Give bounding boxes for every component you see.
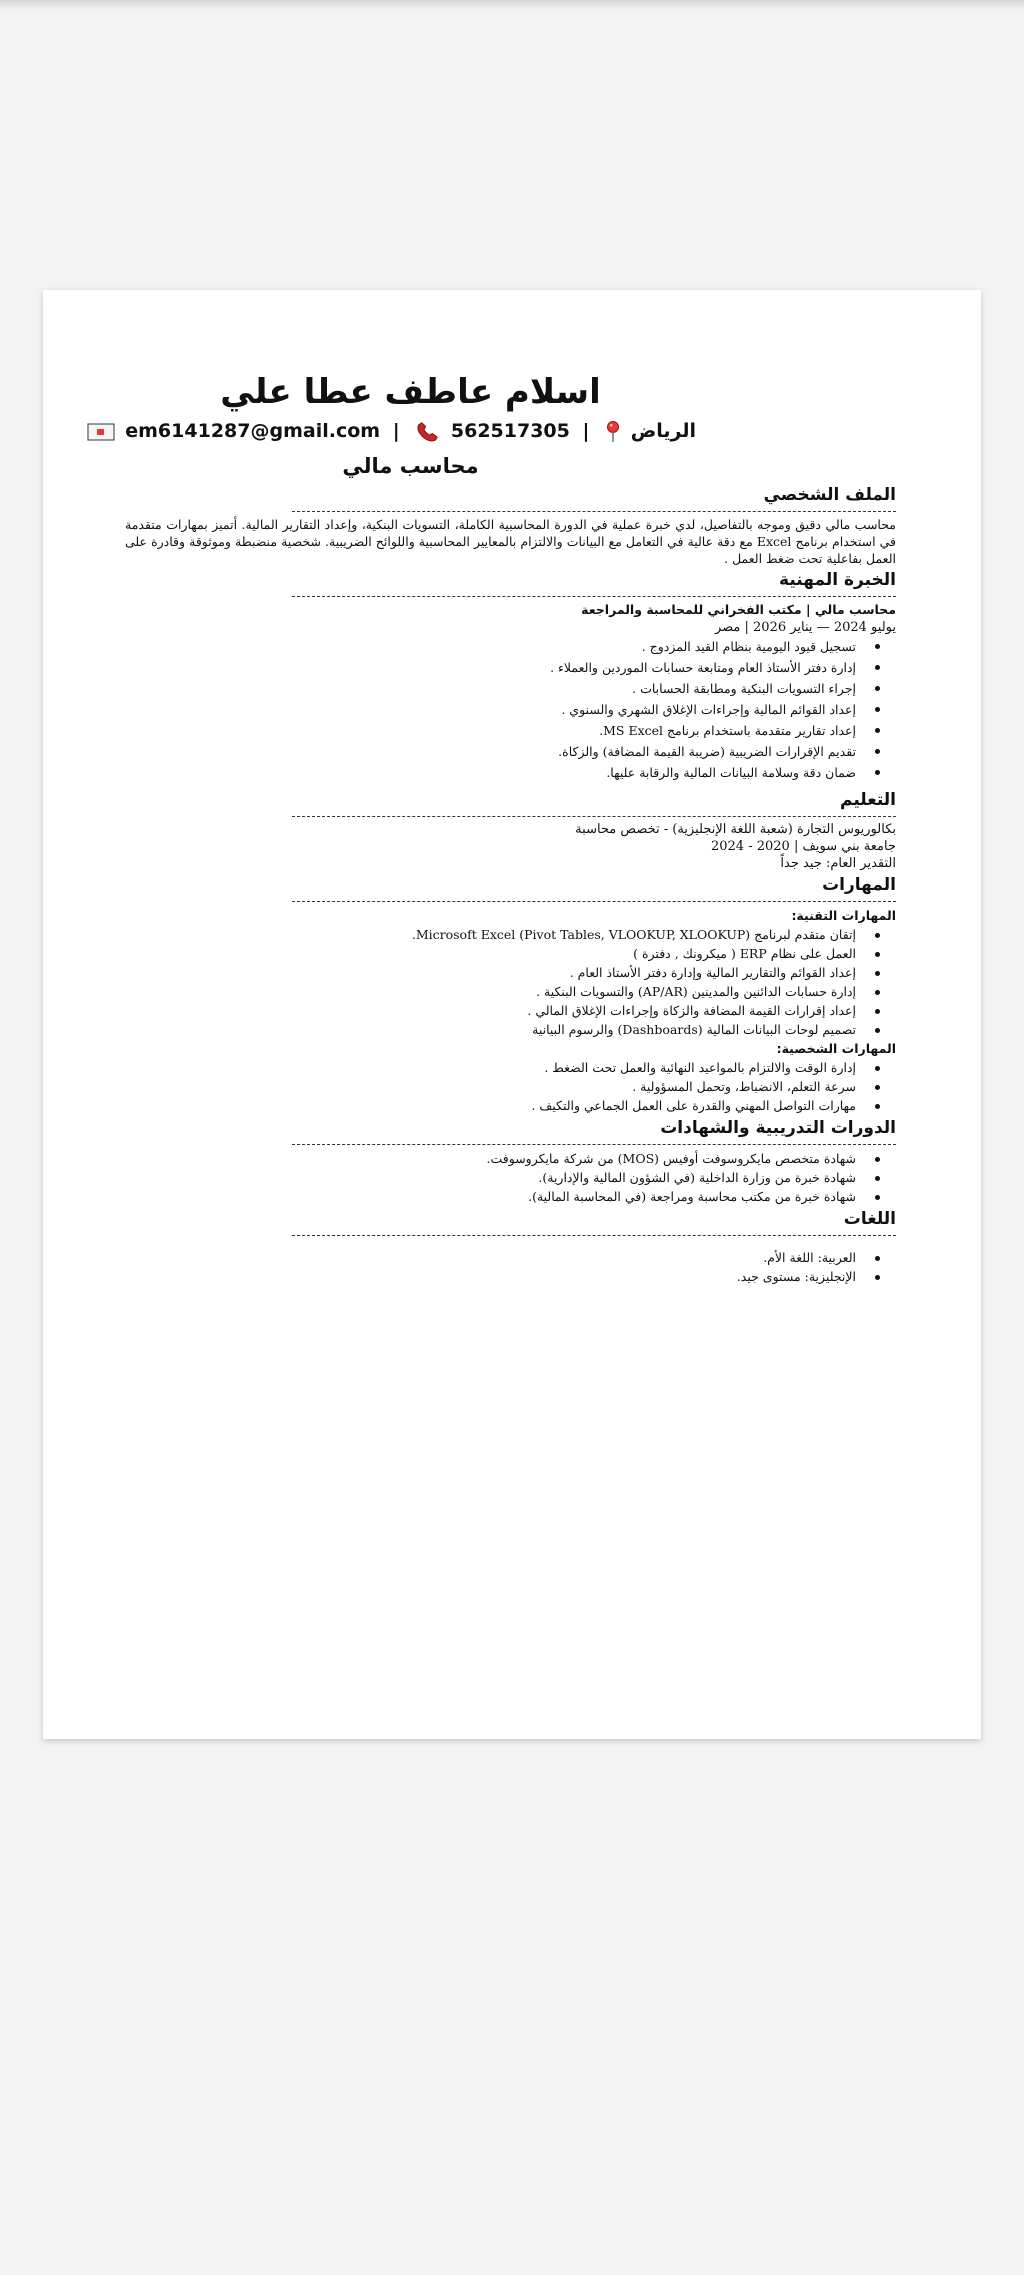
list-item: شهادة متخصص مايكروسوفت أوفيس (MOS) من شركة مايكروسوفت. xyxy=(125,1149,856,1168)
list-item: مهارات التواصل المهني والقدرة على العمل الجماعي والتكيف . xyxy=(125,1096,856,1115)
list-item: سرعة التعلم، الانضباط، وتحمل المسؤولية . xyxy=(125,1077,856,1096)
personal-skills-list xyxy=(125,1058,896,1115)
languages-heading: اللغات xyxy=(843,1209,896,1229)
phone-number: 562517305 xyxy=(450,420,570,442)
list-item: إعداد القوائم المالية وإجراءات الإغلاق الشهري والسنوي . xyxy=(125,699,856,720)
contact-line xyxy=(125,416,896,446)
resume-content xyxy=(125,370,896,1286)
courses-section xyxy=(125,1115,896,1206)
university: جامعة بني سويف | 2020 - 2024 xyxy=(710,839,896,854)
list-item: تسجيل قيود اليومية بنظام القيد المزدوج . xyxy=(125,636,856,657)
city-text: الرياض xyxy=(630,420,696,442)
resume-name: اسلام عاطف عطا علي xyxy=(220,372,601,412)
section-divider xyxy=(292,901,896,902)
envelope-icon xyxy=(87,423,115,441)
list-item: إدارة الوقت والالتزام بالمواعيد النهائية والعمل تحت الضغط . xyxy=(125,1058,856,1077)
list-item: شهادة خبرة من مكتب محاسبة ومراجعة (في المحاسبة المالية). xyxy=(125,1187,856,1206)
list-item: إدارة دفتر الأستاذ العام ومتابعة حسابات الموردين والعملاء . xyxy=(125,657,856,678)
experience-heading: الخبرة المهنية xyxy=(779,570,896,590)
list-item: إدارة حسابات الدائنين والمدينين (AP/AR) والتسويات البنكية . xyxy=(125,982,856,1001)
separator: | xyxy=(582,420,590,442)
section-divider xyxy=(292,1235,896,1236)
courses-list xyxy=(125,1149,896,1206)
education-heading: التعليم xyxy=(840,790,896,810)
list-item: تصميم لوحات البيانات المالية (Dashboards) والرسوم البيانية xyxy=(125,1020,856,1039)
skills-heading: المهارات xyxy=(822,875,896,895)
profile-paragraph: محاسب مالي دقيق وموجه بالتفاصيل، لدي خبرة عملية في الدورة المحاسبية الكاملة، التسويات البنكية، وإعداد التقارير المالية. أتميز بمهارات متقدمة في استخدام برنامج Excel مع دقة عالية في التعامل مع البيانات والالتزام بالمعايير المحاسبية واللوائح الضريبية. شخصية منضبطة وموثوقة وقادرة على العمل بفاعلية تحت ضغط العمل . xyxy=(125,517,897,566)
document-page xyxy=(43,290,981,1739)
email-address: em6141287@gmail.com xyxy=(125,420,381,442)
list-item: إجراء التسويات البنكية ومطابقة الحسابات . xyxy=(125,678,856,699)
section-divider xyxy=(292,816,896,817)
list-item: إعداد إقرارات القيمة المضافة والزكاة وإجراءات الإغلاق المالي . xyxy=(125,1001,856,1020)
job-role: محاسب مالي | مكتب الفخراني للمحاسبة والمراجعة xyxy=(581,602,896,617)
experience-list xyxy=(125,636,896,783)
education-section xyxy=(125,787,896,872)
experience-section xyxy=(125,567,896,783)
list-item: إتقان متقدم لبرنامج Microsoft Excel (Pivot Tables, VLOOKUP, XLOOKUP). xyxy=(125,925,856,944)
list-item: العمل على نظام ERP ( ميكرونك , دفترة ) xyxy=(125,944,856,963)
grade: التقدير العام: جيد جداً xyxy=(780,856,896,871)
degree: بكالوريوس التجارة (شعبة اللغة الإنجليزية) - تخصص محاسبة xyxy=(575,822,896,837)
courses-heading: الدورات التدريبية والشهادات xyxy=(660,1118,896,1138)
languages-section xyxy=(125,1206,896,1286)
list-item: إعداد تقارير متقدمة باستخدام برنامج MS Excel. xyxy=(125,720,856,741)
viewer-top-shadow xyxy=(0,0,1024,10)
list-item: العربية: اللغة الأم. xyxy=(125,1248,856,1267)
section-divider xyxy=(292,511,896,512)
skills-section xyxy=(125,872,896,1115)
languages-list xyxy=(125,1248,896,1286)
list-item: تقديم الإقرارات الضريبية (ضريبة القيمة المضافة) والزكاة. xyxy=(125,741,856,762)
profile-heading: الملف الشخصي xyxy=(763,485,896,505)
map-pin-icon xyxy=(606,421,620,443)
profile-section xyxy=(125,482,896,567)
section-divider xyxy=(292,596,896,597)
personal-skills-heading: المهارات الشخصية: xyxy=(776,1041,896,1056)
technical-skills-heading: المهارات التقنية: xyxy=(791,908,896,923)
list-item: الإنجليزية: مستوى جيد. xyxy=(125,1267,856,1286)
list-item: ضمان دقة وسلامة البيانات المالية والرقابة عليها. xyxy=(125,762,856,783)
technical-skills-list xyxy=(125,925,896,1039)
phone-icon xyxy=(416,421,440,443)
list-item: شهادة خبرة من وزارة الداخلية (في الشؤون المالية والإدارية). xyxy=(125,1168,856,1187)
separator: | xyxy=(392,420,400,442)
section-divider xyxy=(292,1144,896,1145)
job-period: يوليو 2024 — يناير 2026 | مصر xyxy=(714,620,896,635)
list-item: إعداد القوائم والتقارير المالية وإدارة دفتر الأستاذ العام . xyxy=(125,963,856,982)
job-title: محاسب مالي xyxy=(342,454,479,478)
